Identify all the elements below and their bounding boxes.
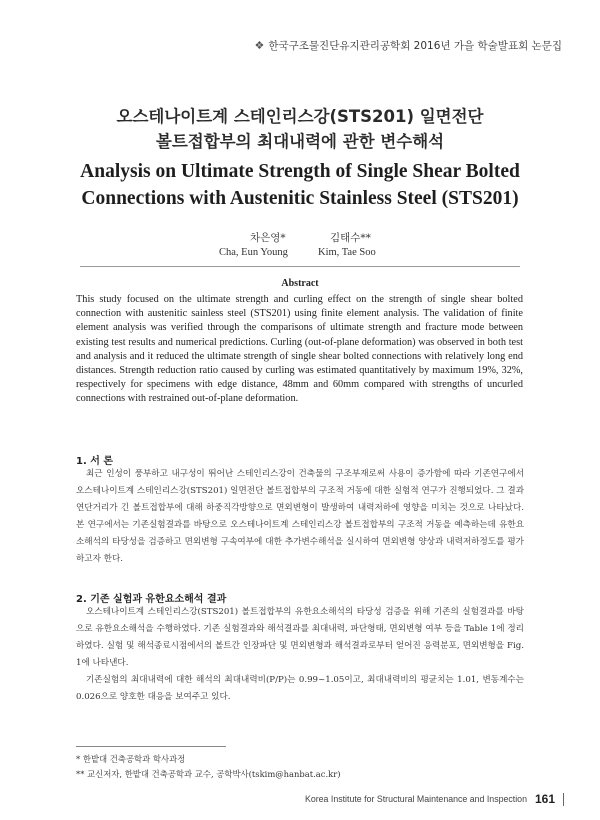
journal-name: 한국구조물진단유지관리공학회 2016년 가을 학술발표회 논문집 [268,40,562,52]
english-title-line2: Connections with Austenitic Stainless Steel (STS201) [81,188,519,209]
footer-organization: Korea Institute for Structural Maintenance and Inspection [304,794,527,804]
korean-title-line1: 오스테나이트계 스테인리스강(STS201) 일면전단 [116,107,484,126]
section1-paragraph: 최근 인성이 풍부하고 내구성이 뛰어난 스테인리스강이 건축물의 구조부재로써 사용이 증가함에 따라 기존연구에서 오스테나이트계 스테인리스강(STS201) 일면전단 볼트접합부의 구조적 거동에 대한 실험적 연구가 진행되었다. 그 결과 연단거리가 긴 볼트접합부에 대해 하중직각방향으로 면외변형이 발생하여 내력저하에 영향을 미치는 것으로 나타났다. 본 연구에서는 기존실험결과를 바탕으로 오스테나이트계 스테인리스강 볼트접합부의 구조적 거동을 예측하는데 유한요소해석의 타당성을 검증하고 면외변형 구속여부에 대한 추가변수해석을 실시하여 면외변형 양상과 내력저하정도를 평가하고자 한다. [76,469,524,564]
korean-title [0,104,600,154]
korean-title-line2: 볼트접합부의 최대내력에 관한 변수해석 [155,132,445,151]
author2-english: Kim, Tae Soo [318,247,376,258]
journal-header [254,38,562,53]
section2-paragraph1: 오스테나이트계 스테인리스강(STS201) 볼트접합부의 유한요소해석의 타당성 검증을 위해 기존의 실험결과를 바탕으로 유한요소해석을 수행하였다. 기존 실험결과와 해석결과를 최대내력, 파단형태, 면외변형 여부 등을 Table 1에 정리하였다. 실험 및 해석종료시점에서의 볼트간 인장파단 및 면외변형과 해석결과로부터 얻어진 응력분포, 면외변형을 Fig. 1에 나타낸다. [76,607,524,668]
english-title-line1: Analysis on Ultimate Strength of Single Shear Bolted [80,161,520,182]
abstract-divider [80,266,520,267]
footnote-divider [76,746,226,747]
flower-bullet-icon: ❖ [254,39,265,52]
abstract-heading: Abstract [281,278,319,289]
section1-heading: 1. 서 론 [76,456,114,467]
abstract-text: This study focused on the ultimate strength and curling effect on the strength of single shear bolted connection with austenitic sainless steel (STS201) using finite element analysis. The validation of finite element analysis was verified through the comparisons of ultimate strength and fracture mode between existing test results and numerical predictions. Curling (out-of-plane deformation) was observed in both test and analysis and it reduced the ultimate strength of single shear bolted connections with relatively long end distances. Strength reduction ratio caused by curling was estimated quantitatively by maximum 19%, 32%, respectively for specimens with edge distance, 48mm and 60mm compared with strengths of uncurled connections with restrained out-of-plane deformation. [76,294,523,405]
page-footer [305,792,564,806]
footer-bar [563,793,564,806]
section2-heading: 2. 기존 실험과 유한요소해석 결과 [76,594,227,605]
author2-korean: 김태수** [330,232,371,244]
page-number: 161 [534,792,555,806]
footnote-2: ** 교신저자, 한밭대 건축공학과 교수, 공학박사(tskim@hanbat.ac.kr) [76,769,341,779]
english-title [0,158,600,212]
author1-korean: 차은영* [250,232,286,244]
footnotes [76,752,341,782]
section2-paragraph2: 기존실험의 최대내력에 대한 해석의 최대내력비(P/P)는 0.99~1.05이고, 최대내력비의 평균치는 1.01, 변동계수는 0.026으로 양호한 대응을 보여주고 있다. [76,675,524,702]
author1-english: Cha, Eun Young [219,247,288,258]
footnote-1: * 한밭대 건축공학과 학사과정 [76,754,186,764]
